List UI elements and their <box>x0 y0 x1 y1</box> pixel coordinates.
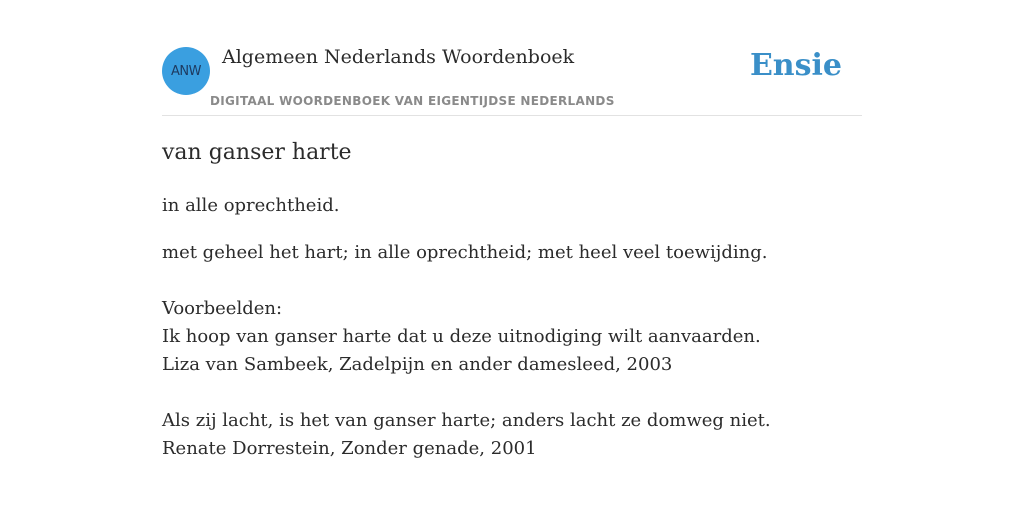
examples-section <box>162 295 771 463</box>
example-sentence: Als zij lacht, is het van ganser harte; anders lacht ze domweg niet. <box>162 410 771 431</box>
logo-text: ANW <box>171 63 201 79</box>
site-title[interactable]: Algemeen Nederlands Woordenboek <box>222 46 575 68</box>
entry-term: van ganser harte <box>162 140 352 165</box>
example-spacer <box>162 379 771 407</box>
entry-description: met geheel het hart; in alle oprechtheid; met heel veel toewijding. <box>162 242 768 263</box>
site-header <box>162 0 862 116</box>
example-source: Renate Dorrestein, Zonder genade, 2001 <box>162 438 537 459</box>
anw-logo[interactable] <box>162 47 210 95</box>
ensie-brand-logo[interactable]: Ensie <box>749 48 842 83</box>
site-subtitle: DIGITAAL WOORDENBOEK VAN EIGENTIJDSE NEDERLANDS <box>210 94 615 108</box>
example-sentence: Ik hoop van ganser harte dat u deze uitnodiging wilt aanvaarden. <box>162 326 761 347</box>
example-source: Liza van Sambeek, Zadelpijn en ander damesleed, 2003 <box>162 354 673 375</box>
entry-definition: in alle oprechtheid. <box>162 195 340 216</box>
examples-label: Voorbeelden: <box>162 298 283 319</box>
